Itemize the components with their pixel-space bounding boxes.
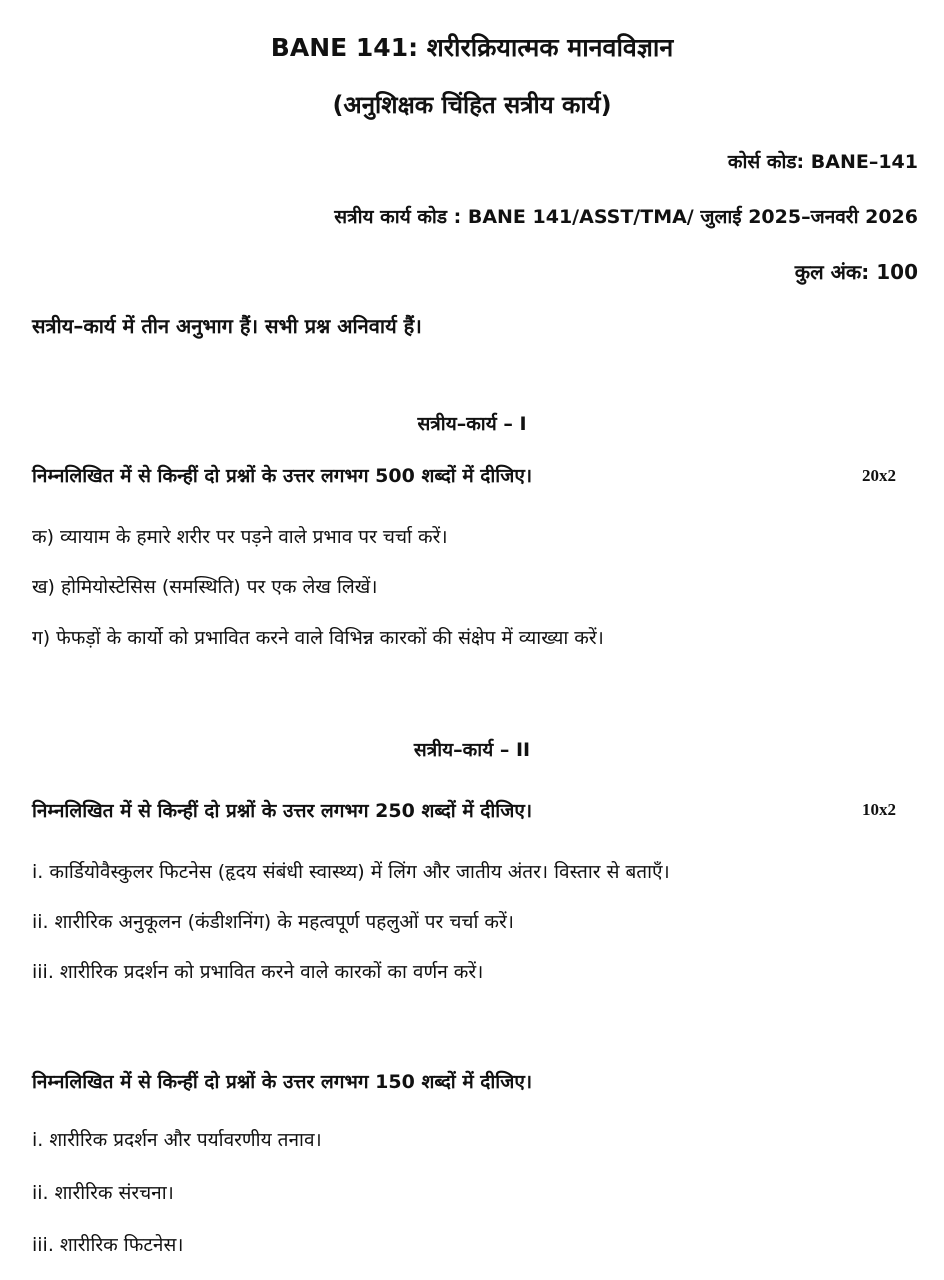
total-marks: कुल अंक: 100 xyxy=(794,260,918,284)
section-instruction-2: निम्नलिखित में से किन्हीं दो प्रश्नों के उत्तर लगभग 250 शब्दों में दीजिए। xyxy=(32,800,533,822)
document-subtitle: (अनुशिक्षक चिंहित सत्रीय कार्य) xyxy=(332,91,612,119)
assignment-code: सत्रीय कार्य कोड : BANE 141/ASST/TMA/ जुलाई 2025–जनवरी 2026 xyxy=(334,206,918,228)
section-title-2: सत्रीय–कार्य – II xyxy=(413,739,531,761)
question-item: क) व्यायाम के हमारे शरीर पर पड़ने वाले प्रभाव पर चर्चा करें। xyxy=(32,526,448,548)
question-item: ख) होमियोस्टेसिस (समस्थिति) पर एक लेख लिखें। xyxy=(32,576,378,598)
section-instruction-1: निम्नलिखित में से किन्हीं दो प्रश्नों के उत्तर लगभग 500 शब्दों में दीजिए। xyxy=(32,465,533,487)
course-code: कोर्स कोड: BANE–141 xyxy=(727,151,918,173)
section-marks-1: 20x2 xyxy=(862,466,896,485)
section-title-1: सत्रीय–कार्य – I xyxy=(417,413,527,435)
document-title: BANE 141: शरीरक्रियात्मक मानवविज्ञान xyxy=(270,33,674,62)
question-item: ii. शारीरिक संरचना। xyxy=(32,1182,174,1204)
section-marks-2: 10x2 xyxy=(862,800,896,819)
question-item: iii. शारीरिक प्रदर्शन को प्रभावित करने वाले कारकों का वर्णन करें। xyxy=(32,961,484,983)
general-instruction: सत्रीय–कार्य में तीन अनुभाग हैं। सभी प्रश्न अनिवार्य हैं। xyxy=(32,314,422,338)
question-item: i. कार्डियोवैस्कुलर फिटनेस (हृदय संबंधी स्वास्थ्य) में लिंग और जातीय अंतर। विस्तार से बताएँ। xyxy=(32,861,670,883)
question-item: ii. शारीरिक अनुकूलन (कंडीशनिंग) के महत्वपूर्ण पहलुओं पर चर्चा करें। xyxy=(32,911,514,933)
section-instruction-3: निम्नलिखित में से किन्हीं दो प्रश्नों के उत्तर लगभग 150 शब्दों में दीजिए। xyxy=(32,1071,533,1093)
question-item: iii. शारीरिक फिटनेस। xyxy=(32,1234,184,1256)
question-item: i. शारीरिक प्रदर्शन और पर्यावरणीय तनाव। xyxy=(32,1129,322,1151)
question-item: ग) फेफड़ों के कार्यो को प्रभावित करने वाले विभिन्न कारकों की संक्षेप में व्याख्या करें। xyxy=(32,627,604,649)
